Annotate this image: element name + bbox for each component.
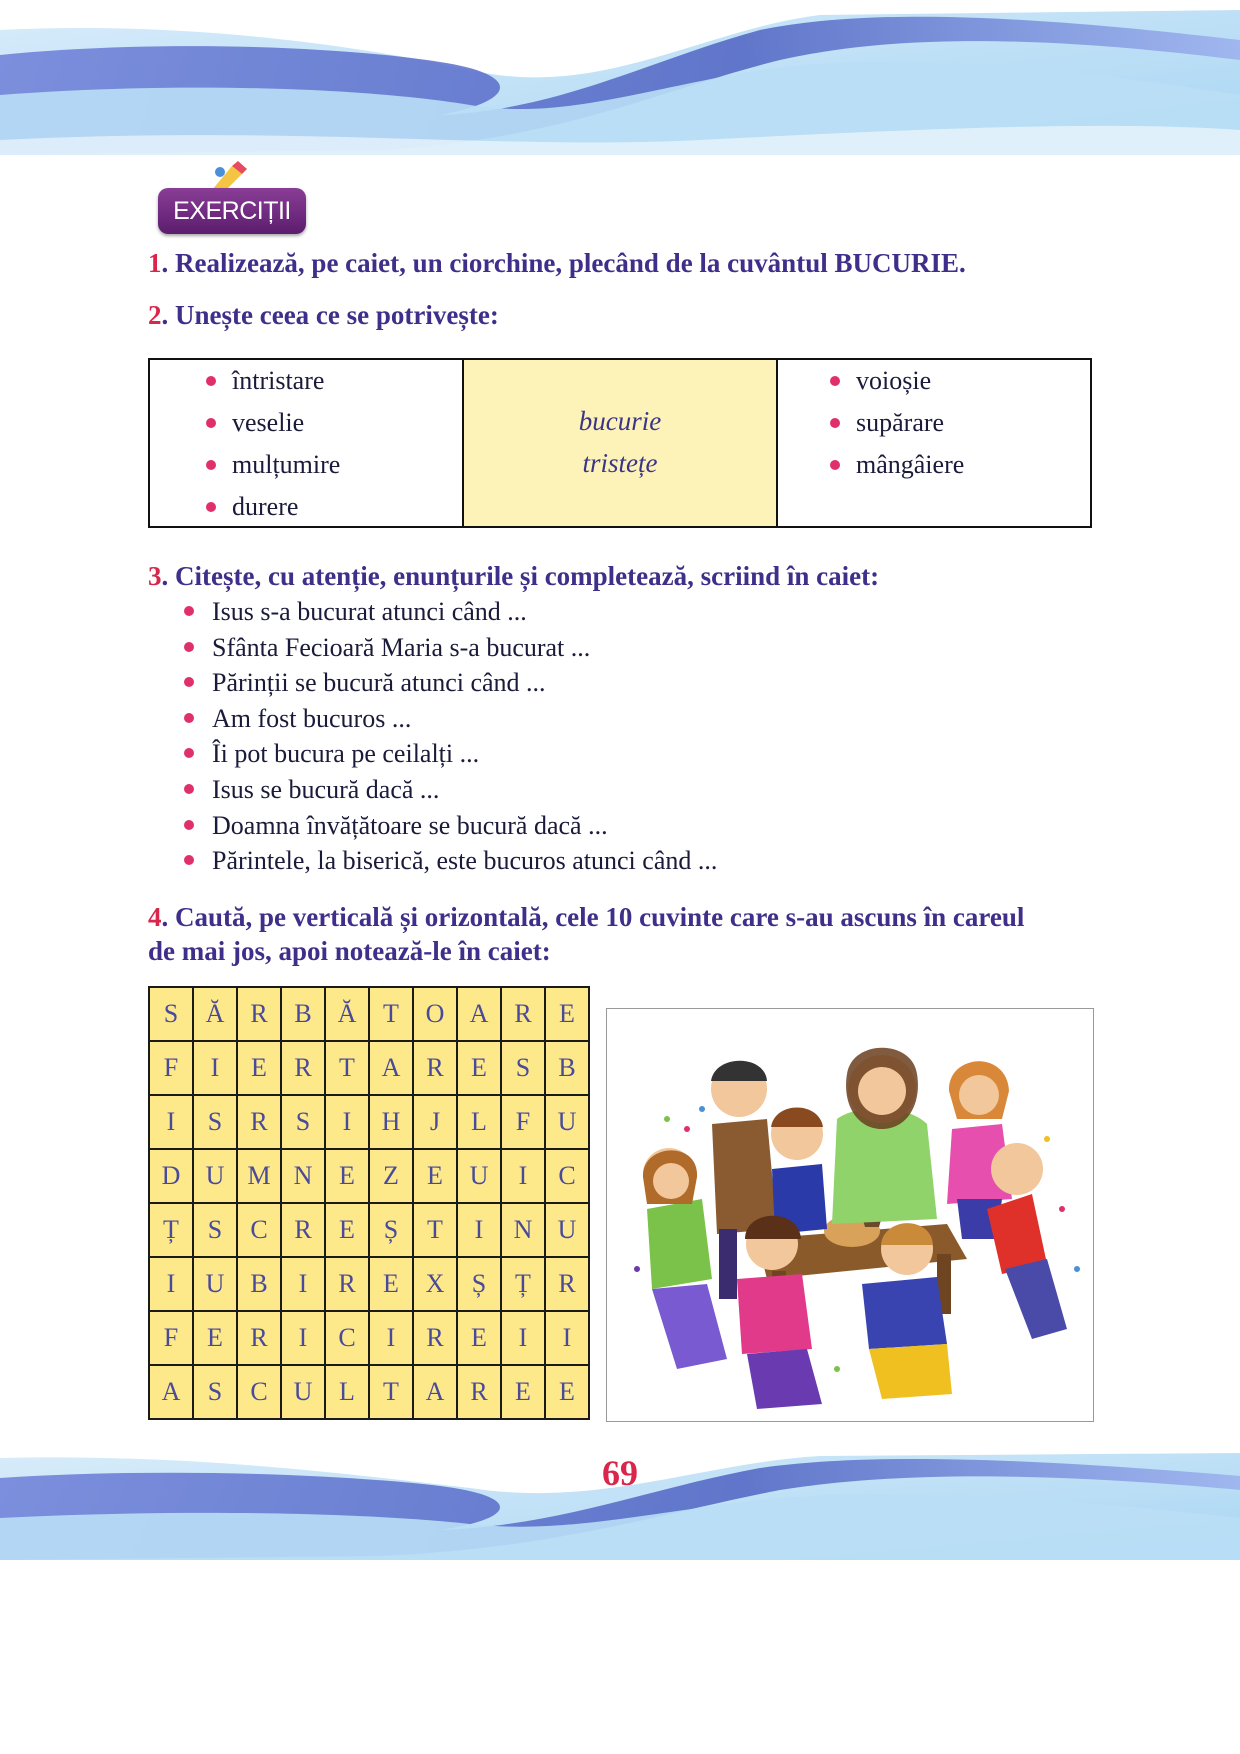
question-number: 1 (148, 248, 162, 278)
question-1 (148, 246, 966, 280)
grid-cell: N (501, 1203, 545, 1257)
question-text: . Realizează, pe caiet, un ciorchine, plecând de la cuvântul BUCURIE. (161, 248, 966, 278)
grid-cell: I (501, 1311, 545, 1365)
grid-cell: Ă (193, 987, 237, 1041)
matching-column-middle (464, 360, 778, 526)
grid-cell: L (325, 1365, 369, 1419)
grid-cell: F (149, 1311, 193, 1365)
grid-cell: I (545, 1311, 589, 1365)
page-number: 69 (602, 1453, 638, 1493)
grid-cell: R (237, 987, 281, 1041)
grid-cell: Ț (149, 1203, 193, 1257)
list-item: Doamna învățătoare se bucură dacă ... (180, 808, 717, 844)
grid-cell: N (281, 1149, 325, 1203)
list-item: Părintele, la biserică, este bucuros atunci când ... (180, 843, 717, 879)
grid-cell: R (281, 1203, 325, 1257)
grid-cell: I (457, 1203, 501, 1257)
grid-cell: U (545, 1095, 589, 1149)
question-text: . Citește, cu atenție, enunțurile și completează, scriind în caiet: (161, 561, 880, 591)
question-4 (148, 900, 1024, 968)
grid-row (149, 1041, 589, 1095)
top-wave-banner (0, 0, 1240, 155)
matching-column-right (778, 360, 1090, 526)
grid-cell: H (369, 1095, 413, 1149)
question-number: 4 (148, 902, 162, 932)
grid-cell: U (545, 1203, 589, 1257)
grid-row (149, 1095, 589, 1149)
grid-cell: Ș (457, 1257, 501, 1311)
grid-cell: A (369, 1041, 413, 1095)
grid-row (149, 1257, 589, 1311)
grid-row (149, 1203, 589, 1257)
grid-cell: L (457, 1095, 501, 1149)
grid-cell: I (281, 1257, 325, 1311)
list-item: întristare (202, 360, 340, 402)
grid-cell: R (237, 1095, 281, 1149)
grid-cell: D (149, 1149, 193, 1203)
sentence-list (180, 594, 717, 879)
grid-cell: Ă (325, 987, 369, 1041)
question-text: . Caută, pe verticală și orizontală, cele 10 cuvinte care s-au ascuns în careul (161, 902, 1025, 932)
question-text: . Unește ceea ce se potrivește: (161, 300, 499, 330)
grid-cell: R (325, 1257, 369, 1311)
grid-row (149, 1149, 589, 1203)
list-item: Părinții se bucură atunci când ... (180, 665, 717, 701)
grid-cell: T (325, 1041, 369, 1095)
grid-cell: I (325, 1095, 369, 1149)
children-dancing-illustration (606, 1008, 1094, 1422)
grid-cell: F (149, 1041, 193, 1095)
list-item: Sfânta Fecioară Maria s-a bucurat ... (180, 630, 717, 666)
grid-cell: S (501, 1041, 545, 1095)
question-number: 2 (148, 300, 162, 330)
grid-cell: I (149, 1095, 193, 1149)
grid-cell: I (193, 1041, 237, 1095)
grid-cell: E (545, 1365, 589, 1419)
grid-cell: U (457, 1149, 501, 1203)
question-number: 3 (148, 561, 162, 591)
grid-cell: S (149, 987, 193, 1041)
grid-cell: E (325, 1149, 369, 1203)
grid-cell: X (413, 1257, 457, 1311)
matching-table (148, 358, 1092, 528)
grid-cell: I (369, 1311, 413, 1365)
list-item: Isus s-a bucurat atunci când ... (180, 594, 717, 630)
grid-cell: E (369, 1257, 413, 1311)
list-item: mângâiere (826, 444, 964, 486)
grid-cell: R (413, 1311, 457, 1365)
grid-cell: C (237, 1365, 281, 1419)
grid-cell: U (193, 1149, 237, 1203)
grid-cell: B (545, 1041, 589, 1095)
grid-cell: A (149, 1365, 193, 1419)
list-item: voioșie (826, 360, 964, 402)
grid-cell: C (545, 1149, 589, 1203)
grid-cell: U (281, 1365, 325, 1419)
grid-cell: R (281, 1041, 325, 1095)
exercises-label: EXERCIȚII (173, 197, 291, 225)
matching-column-left (150, 360, 464, 526)
grid-cell: E (457, 1311, 501, 1365)
list-item: veselie (202, 402, 340, 444)
grid-cell: R (545, 1257, 589, 1311)
center-word: bucurie (578, 406, 662, 436)
word-search-grid (148, 986, 590, 1420)
grid-row (149, 987, 589, 1041)
grid-cell: T (413, 1203, 457, 1257)
grid-cell: A (457, 987, 501, 1041)
center-word: tristețe (582, 448, 658, 478)
exercises-badge (150, 158, 312, 242)
grid-cell: C (325, 1311, 369, 1365)
list-item: supărare (826, 402, 964, 444)
grid-cell: T (369, 987, 413, 1041)
grid-cell: E (237, 1041, 281, 1095)
list-item: Am fost bucuros ... (180, 701, 717, 737)
grid-cell: B (237, 1257, 281, 1311)
grid-cell: I (501, 1149, 545, 1203)
grid-cell: U (193, 1257, 237, 1311)
grid-cell: E (193, 1311, 237, 1365)
grid-cell: E (325, 1203, 369, 1257)
grid-cell: F (501, 1095, 545, 1149)
grid-cell: Z (369, 1149, 413, 1203)
grid-cell: R (413, 1041, 457, 1095)
grid-cell: M (237, 1149, 281, 1203)
grid-cell: E (457, 1041, 501, 1095)
question-text-continued: de mai jos, apoi notează-le în caiet: (148, 936, 551, 966)
list-item: mulțumire (202, 444, 340, 486)
grid-cell: J (413, 1095, 457, 1149)
grid-cell: C (237, 1203, 281, 1257)
grid-cell: Ț (501, 1257, 545, 1311)
grid-cell: R (501, 987, 545, 1041)
grid-cell: A (413, 1365, 457, 1419)
grid-cell: I (281, 1311, 325, 1365)
grid-row (149, 1311, 589, 1365)
grid-cell: S (281, 1095, 325, 1149)
grid-cell: R (237, 1311, 281, 1365)
grid-cell: I (149, 1257, 193, 1311)
question-2 (148, 298, 499, 332)
question-3 (148, 559, 879, 593)
grid-cell: E (413, 1149, 457, 1203)
grid-cell: T (369, 1365, 413, 1419)
grid-cell: S (193, 1095, 237, 1149)
grid-cell: E (501, 1365, 545, 1419)
list-item: durere (202, 486, 340, 528)
grid-cell: O (413, 987, 457, 1041)
grid-cell: R (457, 1365, 501, 1419)
grid-cell: S (193, 1365, 237, 1419)
list-item: Îi pot bucura pe ceilalți ... (180, 736, 717, 772)
list-item: Isus se bucură dacă ... (180, 772, 717, 808)
grid-cell: E (545, 987, 589, 1041)
grid-cell: S (193, 1203, 237, 1257)
grid-row (149, 1365, 589, 1419)
grid-cell: Ș (369, 1203, 413, 1257)
grid-cell: B (281, 987, 325, 1041)
